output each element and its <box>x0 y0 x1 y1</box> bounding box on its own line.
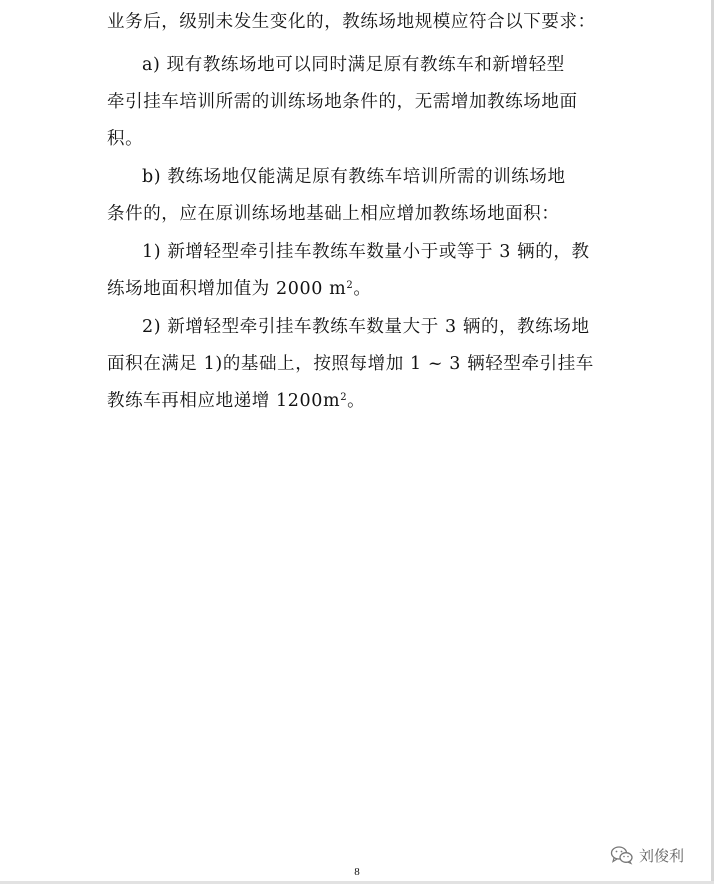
line-text: 练场地面积增加值为 2000 m <box>107 279 347 299</box>
paragraph-line: 1) 新增轻型牵引挂车教练车数量小于或等于 3 辆的，教 <box>142 242 590 262</box>
paragraph-line: b) 教练场地仅能满足原有教练车培训所需的训练场地 <box>142 167 566 187</box>
page-number: 8 <box>354 866 360 878</box>
paragraph-line: 牵引挂车培训所需的训练场地条件的，无需增加教练场地面 <box>107 92 578 112</box>
paragraph-line: 条件的，应在原训练场地基础上相应增加教练场地面积： <box>107 204 560 224</box>
superscript: 2 <box>346 280 354 291</box>
line-text: 。 <box>347 391 366 411</box>
paragraph-line: 业务后，级别未发生变化的，教练场地规模应符合以下要求： <box>107 12 596 32</box>
line-text: 。 <box>353 279 372 299</box>
watermark <box>610 843 684 867</box>
watermark-text: 刘俊利 <box>639 846 685 865</box>
superscript: 2 <box>340 392 348 403</box>
paragraph-line: 2) 新增轻型牵引挂车教练车数量大于 3 辆的，教练场地 <box>142 317 590 337</box>
wechat-icon <box>610 845 634 865</box>
paragraph-line <box>107 277 371 301</box>
paragraph-line <box>107 389 365 413</box>
line-text: 教练车再相应地递增 1200m <box>107 391 341 411</box>
paragraph-line: 积。 <box>107 129 144 149</box>
paragraph-line: a) 现有教练场地可以同时满足原有教练车和新增轻型 <box>142 55 565 75</box>
paragraph-line: 面积在满足 1)的基础上，按照每增加 1 ~ 3 辆轻型牵引挂车 <box>107 354 594 374</box>
